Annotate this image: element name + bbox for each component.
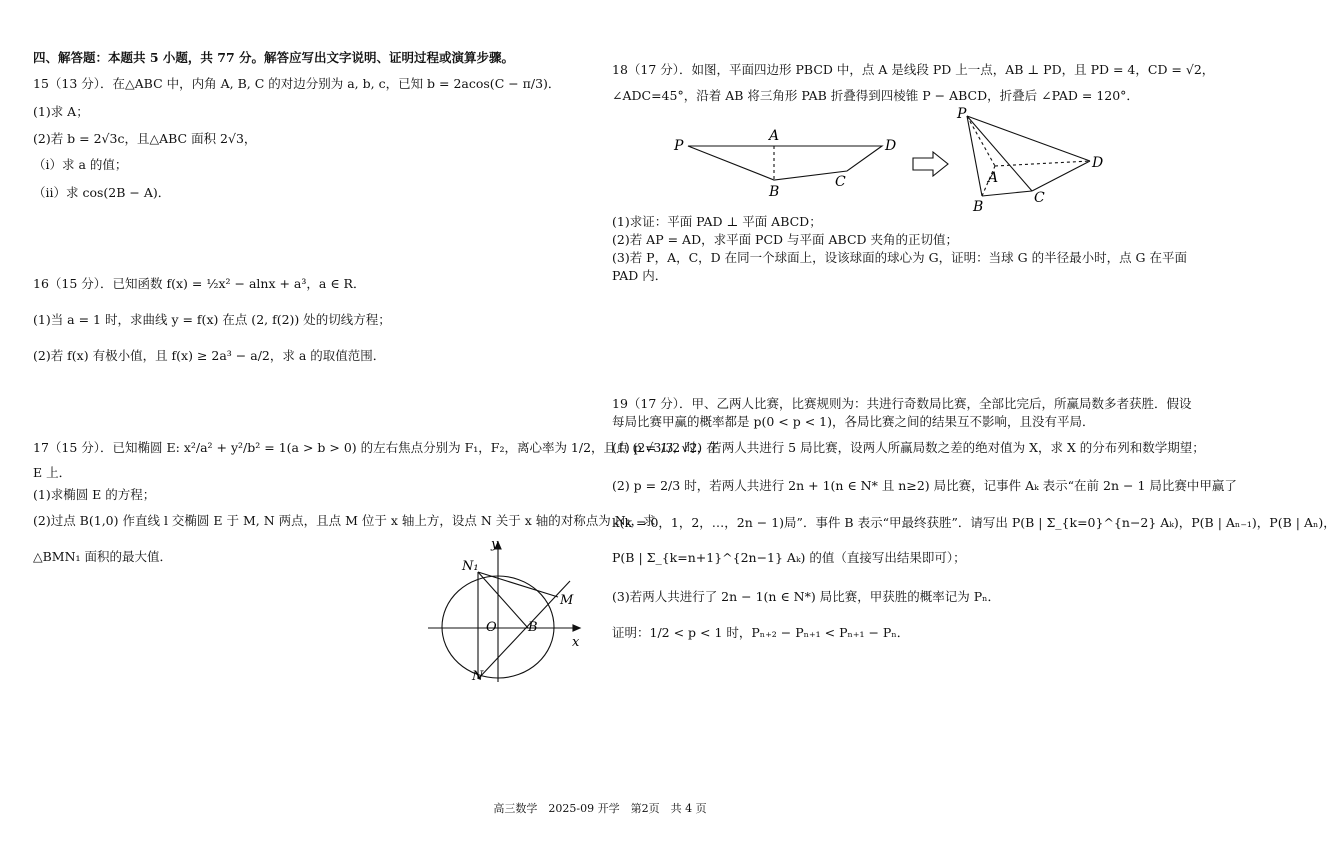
q19-stem-cont: 每局比赛甲赢的概率都是 p(0 < p < 1)，各局比赛之间的结果互不影响，且没有平局． (612, 414, 1095, 429)
edge-pd (967, 116, 1090, 161)
q16-part2: (2)若 f(x) 有极小值，且 f(x) ≥ 2a³ − a/2，求 a 的取值范围． (33, 348, 386, 363)
q16-stem: 16（15 分）．已知函数 f(x) = ½x² − alnx + a³，a ∈ R． (33, 276, 366, 291)
segment-n1-m (478, 572, 558, 597)
quadrilateral-pbcd (688, 146, 882, 180)
q17-stem: 17（15 分）．已知椭圆 E: x²/a² + y²/b² = 1(a > b > 0) 的左右焦点分别为 F₁，F₂，离心率为 1/2，且点 (2√3/3, √2) 在 (33, 440, 719, 455)
arrow-shape (913, 152, 948, 176)
label-a-flat: A (769, 128, 780, 144)
q15-stem: 15（13 分）．在△ABC 中，内角 A, B, C 的对边分别为 a, b, c，已知 b = 2acos(C − π/3)． (33, 76, 561, 91)
q15-part2-ii: （ii）求 cos(2B − A)． (33, 185, 171, 200)
q18-part1: (1)求证：平面 PAD ⊥ 平面 ABCD； (612, 214, 822, 229)
label-d-flat: D (885, 138, 897, 154)
edge-ad (995, 161, 1090, 166)
q18-part2: (2)若 AP = AD，求平面 PCD 与平面 ABCD 夹角的正切值； (612, 232, 959, 247)
edge-pb (967, 116, 982, 196)
q17-part2: (2)过点 B(1,0) 作直线 l 交椭圆 E 于 M, N 两点，且点 M 位于 x 轴上方，设点 N 关于 x 轴的对称点为 N₁，求 (33, 513, 656, 528)
edge-cd (1032, 161, 1090, 191)
label-c-flat: C (835, 174, 846, 190)
q19-stem: 19（17 分）．甲、乙两人比赛，比赛规则为：共进行奇数局比赛，全部比完后，所赢局数多者获胜．假设 (612, 396, 1192, 411)
q18-folding-figure (670, 104, 1110, 214)
edge-pc (967, 116, 1032, 191)
label-y: y (491, 537, 499, 552)
q19-part1: (1) p = 1/2 时，若两人共进行 5 局比赛，设两人所赢局数之差的绝对值为 X，求 X 的分布列和数学期望； (612, 440, 1205, 455)
label-o: O (486, 620, 497, 635)
label-x: x (572, 635, 580, 650)
label-a-pyramid: A (988, 170, 999, 186)
q17-part2-cont: △BMN₁ 面积的最大值． (33, 549, 173, 564)
q15-part2: (2)若 b = 2√3c，且△ABC 面积 2√3， (33, 131, 257, 146)
label-n1: N₁ (462, 559, 479, 574)
label-d-pyramid: D (1092, 155, 1104, 171)
q19-part2-cont2: P(B | Σ_{k=n+1}^{2n−1} Aₖ) 的值（直接写出结果即可）； (612, 550, 966, 565)
q18-stem: 18（17 分）．如图，平面四边形 PBCD 中，点 A 是线段 PD 上一点，AB ⊥ PD，且 PD = 4，CD = √2， (612, 62, 1215, 77)
q19-part2: (2) p = 2/3 时，若两人共进行 2n + 1(n ∈ N* 且 n≥2) 局比赛，记事件 Aₖ 表示“在前 2n − 1 局比赛中甲赢了 (612, 478, 1237, 493)
edge-bc (982, 191, 1032, 196)
q16-part1: (1)当 a = 1 时，求曲线 y = f(x) 在点 (2, f(2)) 处的切线方程； (33, 312, 391, 327)
label-p-pyramid: P (957, 106, 967, 122)
label-b-flat: B (769, 184, 780, 200)
q15-part1: (1)求 A； (33, 104, 89, 119)
q18-stem-cont: ∠ADC=45°，沿着 AB 将三角形 PAB 折叠得到四棱锥 P − ABCD，折叠后 ∠PAD = 120°． (612, 88, 1139, 103)
q15-part2-i: （i）求 a 的值； (33, 157, 128, 172)
q19-part2-cont: k(k = 0，1，2，…，2n − 1)局”．事件 B 表示“甲最终获胜”．请写出 P(B | Σ_{k=0}^{n−2} Aₖ)，P(B | Aₙ₋₁)，P(B | Aₙ)， (612, 515, 1336, 530)
label-b: B (528, 620, 538, 635)
q17-part1: (1)求椭圆 E 的方程； (33, 487, 156, 502)
label-b-pyramid: B (973, 199, 984, 215)
q18-part3-cont: PAD 内． (612, 268, 668, 283)
label-c-pyramid: C (1034, 190, 1045, 206)
label-p-flat: P (674, 138, 684, 154)
section-heading: 四、解答题：本题共 5 小题，共 77 分。解答应写出文字说明、证明过程或演算步骤。 (33, 50, 515, 65)
page-footer: 高三数学 2025-09 开学 第2页 共 4 页 (493, 802, 707, 815)
q17-stem-cont: E 上． (33, 465, 72, 480)
q19-part3-cont: 证明：1/2 < p < 1 时，Pₙ₊₂ − Pₙ₊₁ < Pₙ₊₁ − Pₙ． (612, 625, 910, 640)
q19-part3: (3)若两人共进行了 2n − 1(n ∈ N*) 局比赛，甲获胜的概率记为 Pₙ． (612, 589, 1001, 604)
label-m: M (560, 593, 574, 608)
q18-part3: (3)若 P，A，C，D 在同一个球面上，设该球面的球心为 G，证明：当球 G 的半径最小时，点 G 在平面 (612, 250, 1188, 265)
label-n: N (472, 669, 484, 684)
q17-ellipse-figure (420, 530, 595, 685)
